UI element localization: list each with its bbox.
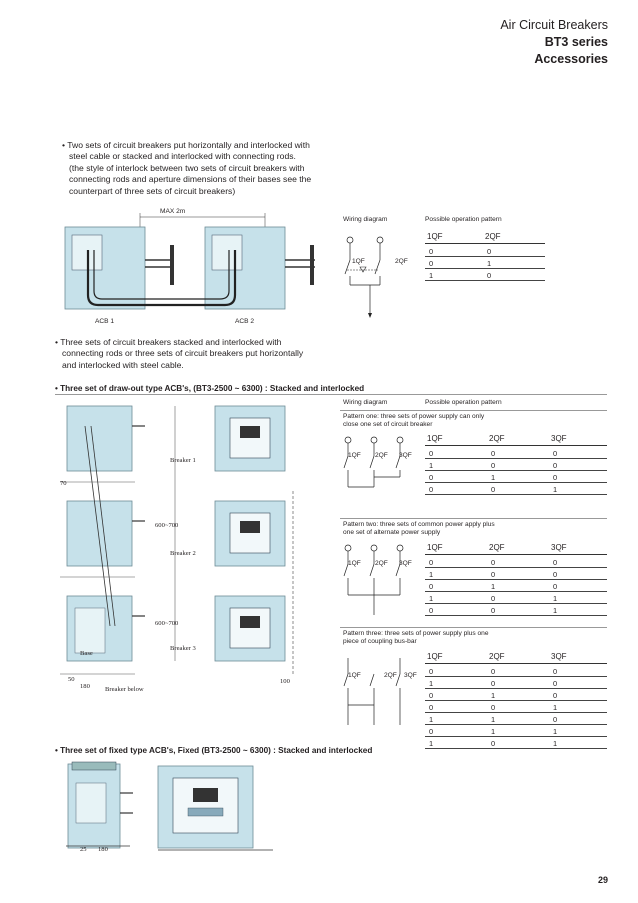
pattern-one-title [343,413,484,430]
para-line: connecting rods or three sets of circuit breakers put horizontally [62,348,304,359]
table-header-cell: 1QF [427,652,443,661]
table-cell: 1 [429,739,434,748]
table-row [425,556,607,568]
breaker-1-label: Breaker 1 [170,457,196,464]
table-row [425,725,607,737]
table-cell: 0 [429,691,434,700]
table-header-row [425,232,545,244]
operation-pattern-label: Possible operation pattern [425,399,502,406]
pattern-title-line: Pattern three: three sets of power supply plus one [343,630,489,637]
table-row [425,677,607,689]
acb1-label: ACB 1 [95,318,115,325]
table-header-cell: 1QF [427,232,443,241]
pattern-two-title [343,521,495,538]
diagram-1qf-label: 1QF [348,672,361,679]
table-header-cell: 2QF [489,434,505,443]
diagram-2qf-label: 2QF [384,672,397,679]
table-header-row [425,434,607,446]
pattern-three-table [425,652,607,750]
intro-line: (the style of interlock between two sets of circuit breakers with [69,162,305,173]
wiring-two-breakers [336,230,416,330]
table-row [425,580,607,592]
table-cell: 0 [429,558,434,567]
table-cell: 0 [491,667,496,676]
max-length-label: MAX 2m [160,208,186,215]
table-cell: 1 [487,259,492,268]
breaker-2-label: Breaker 2 [170,550,196,557]
breaker-3-label: Breaker 3 [170,645,196,652]
header-product-line: Air Circuit Breakers [500,18,608,32]
table-row [425,713,607,725]
table-cell: 0 [553,473,558,482]
table-row [425,459,607,471]
table-cell: 1 [429,679,434,688]
operation-table-two [425,232,545,287]
table-row [425,689,607,701]
table-cell: 0 [553,558,558,567]
dimension-label: 100 [280,678,290,685]
dimension-label: 600~700 [155,620,179,627]
dimension-label: 70 [60,480,67,487]
figure-fixed-type [58,758,278,858]
table-cell: 0 [429,247,434,256]
table-cell: 0 [491,606,496,615]
page-header [500,17,608,68]
diagram-3qf-label: 3QF [404,672,417,679]
table-cell: 1 [553,703,558,712]
table-row [425,447,607,459]
dimension-label: 600~700 [155,522,179,529]
table-cell: 1 [553,727,558,736]
table-header-cell: 2QF [489,543,505,552]
table-cell: 0 [491,558,496,567]
table-header-row [425,543,607,555]
table-row [425,604,607,616]
table-cell: 0 [429,449,434,458]
table-header-cell: 3QF [551,434,567,443]
table-header-cell: 3QF [551,652,567,661]
table-row [425,483,607,495]
table-cell: 1 [491,691,496,700]
table-cell: 0 [429,259,434,268]
horizontal-interlock-drawing [60,205,330,330]
wiring-three-breakers [336,432,426,522]
fixed-type-drawing [58,758,278,858]
table-cell: 0 [429,582,434,591]
table-row [425,737,607,749]
table-row [425,568,607,580]
table-header-row [425,652,607,664]
table-cell: 0 [487,247,492,256]
table-cell: 0 [553,461,558,470]
intro-line: steel cable or stacked and interlocked with connecting rods. [69,151,296,162]
table-cell: 0 [491,739,496,748]
table-header-cell: 1QF [427,543,443,552]
dimension-label: 180 [80,683,90,690]
table-cell: 0 [491,485,496,494]
wiring-diagram-three [336,540,426,630]
intro-line: connecting rods and aperture dimensions of their bases see the [69,174,312,185]
table-cell: 1 [553,594,558,603]
header-section: Accessories [534,52,608,66]
pattern-two-table [425,543,607,617]
table-cell: 0 [491,570,496,579]
section-draw-out-heading: • Three set of draw-out type ACB's, (BT3-2500 ~ 6300) : Stacked and interlocked [55,384,365,393]
table-row [425,269,545,281]
table-cell: 1 [429,570,434,579]
table-header-cell: 2QF [485,232,501,241]
header-series: BT3 series [544,35,608,49]
page-number: 29 [597,875,608,885]
pattern-title-line: one set of alternate power supply [343,529,441,537]
table-cell: 0 [553,679,558,688]
figure-horizontal-interlock [60,205,330,330]
acb2-label: ACB 2 [235,318,255,325]
table-cell: 0 [429,703,434,712]
breaker-below-label: Breaker below [105,686,144,693]
table-cell: 0 [553,449,558,458]
diagram-2qf-label: 2QF [375,452,388,459]
table-cell: 0 [429,727,434,736]
table-cell: 0 [553,715,558,724]
table-row [425,701,607,713]
pattern-title-line: Pattern one: three sets of power supply can only [343,413,485,420]
table-row [425,665,607,677]
table-cell: 0 [491,703,496,712]
table-cell: 1 [491,715,496,724]
pattern-divider [340,410,607,411]
table-cell: 0 [429,606,434,615]
intro-line: • Two sets of circuit breakers put horizontally and interlocked with [62,140,310,150]
diagram-2qf-label: 2QF [395,258,408,265]
table-cell: 1 [491,473,496,482]
pattern-divider [340,627,607,628]
table-cell: 1 [429,461,434,470]
pattern-title-line: piece of coupling bus-bar [343,638,417,646]
table-cell: 0 [429,473,434,482]
table-cell: 0 [429,485,434,494]
diagram-1qf-label: 1QF [352,258,365,265]
table-cell: 0 [491,679,496,688]
pattern-title-line: Pattern two: three sets of common power apply plus [343,521,495,528]
wiring-diagram-two [336,230,416,330]
table-cell: 0 [553,570,558,579]
table-row [425,471,607,483]
table-cell: 1 [553,739,558,748]
diagram-2qf-label: 2QF [375,560,388,567]
wiring-three-breakers [336,540,426,630]
table-cell: 0 [553,667,558,676]
table-header-cell: 3QF [551,543,567,552]
table-cell: 1 [553,606,558,615]
table-cell: 0 [491,461,496,470]
diagram-1qf-label: 1QF [348,452,361,459]
table-row [425,592,607,604]
wiring-diagram-three [336,650,426,740]
intro-line: counterpart of three sets of circuit breakers) [69,185,236,196]
table-cell: 0 [553,582,558,591]
pattern-one-table [425,434,607,496]
table-cell: 0 [553,691,558,700]
section-divider [55,394,607,395]
base-label: Base [80,650,93,657]
table-cell: 1 [491,727,496,736]
dimension-label: 25 [80,846,87,853]
diagram-3qf-label: 3QF [399,560,412,567]
operation-pattern-label: Possible operation pattern [425,216,502,223]
para-line: • Three sets of circuit breakers stacked and interlocked with [55,337,282,347]
table-cell: 0 [487,271,492,280]
pattern-three-title [343,630,489,647]
pattern-divider [340,518,607,519]
dimension-label: 180 [98,846,108,853]
stacked-paragraph [55,337,355,371]
wiring-diagram-label: Wiring diagram [343,216,388,223]
table-cell: 0 [491,449,496,458]
intro-paragraph [62,140,362,197]
table-header-cell: 1QF [427,434,443,443]
table-header-cell: 2QF [489,652,505,661]
table-cell: 1 [429,715,434,724]
table-row [425,245,545,257]
table-cell: 1 [491,582,496,591]
dimension-label: 50 [68,676,75,683]
para-line: and interlocked with steel cable. [62,359,184,370]
table-cell: 1 [429,271,434,280]
table-cell: 1 [553,485,558,494]
section-fixed-heading: • Three set of fixed type ACB's, Fixed (BT3-2500 ~ 6300) : Stacked and interlocked [55,746,373,755]
diagram-1qf-label: 1QF [348,560,361,567]
table-cell: 0 [429,667,434,676]
wiring-three-breakers-busbar [336,650,426,740]
pattern-title-line: close one set of circuit breaker [343,421,433,429]
table-row [425,257,545,269]
wiring-diagram-three [336,432,426,522]
table-cell: 1 [429,594,434,603]
diagram-3qf-label: 3QF [399,452,412,459]
wiring-diagram-label: Wiring diagram [343,399,388,406]
table-cell: 0 [491,594,496,603]
